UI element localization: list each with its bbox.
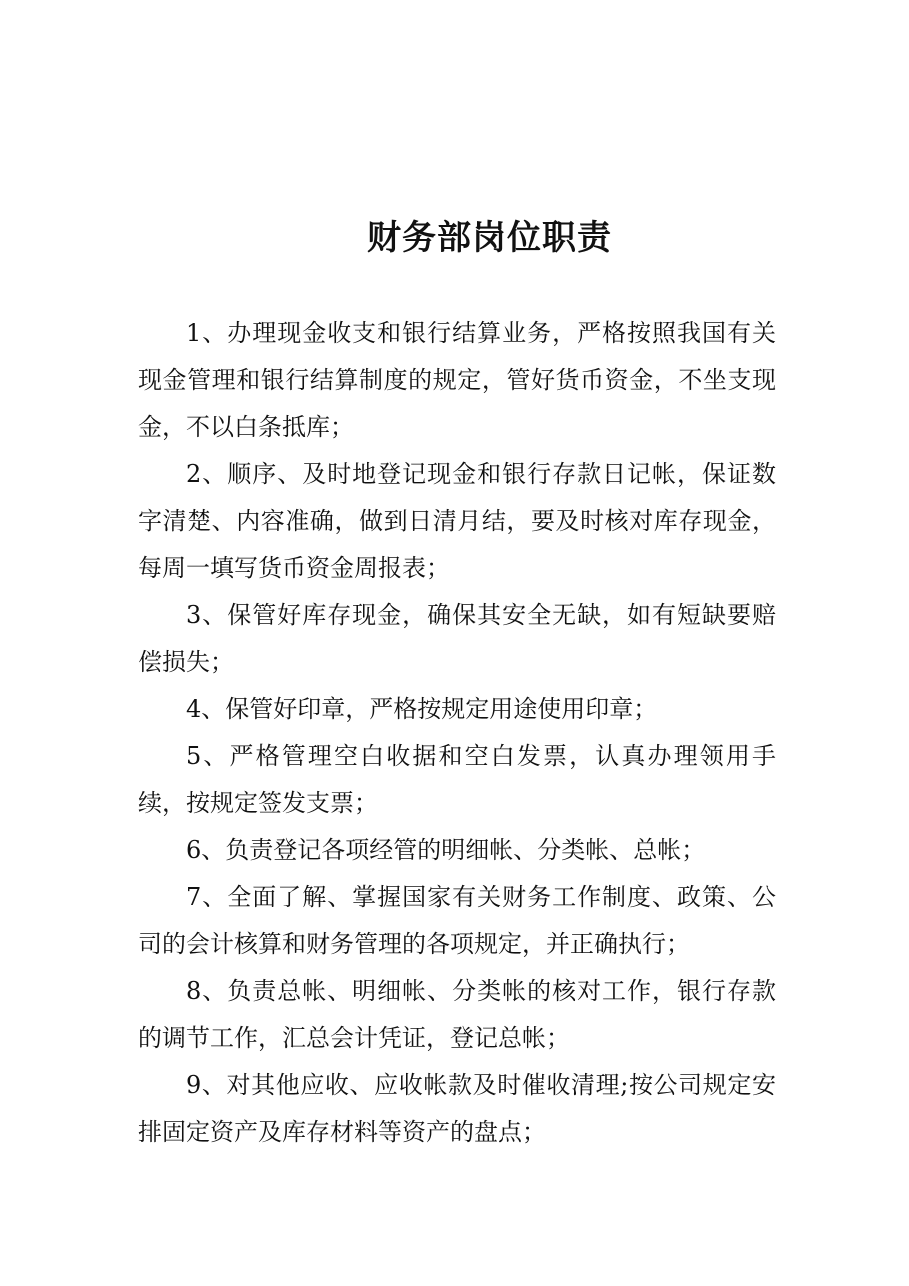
duty-item-2: 2、顺序、及时地登记现金和银行存款日记帐，保证数字清楚、内容准确，做到日清月结，要及时核对库存现金，每周一填写货币资金周报表； <box>138 460 776 582</box>
duty-item-5: 5、严格管理空白收据和空白发票，认真办理领用手续，按规定签发支票； <box>138 742 776 817</box>
document-body <box>138 310 776 1156</box>
duty-item-9: 9、对其他应收、应收帐款及时催收清理;按公司规定安排固定资产及库存材料等资产的盘点； <box>138 1071 776 1146</box>
duty-item-4: 4、保管好印章，严格按规定用途使用印章； <box>186 695 658 723</box>
duty-item-6: 6、负责登记各项经管的明细帐、分类帐、总帐； <box>186 836 706 864</box>
duty-item-7: 7、全面了解、掌握国家有关财务工作制度、政策、公司的会计核算和财务管理的各项规定，并正确执行； <box>138 883 776 958</box>
document-title: 财务部岗位职责 <box>367 218 612 258</box>
duty-item-1: 1、办理现金收支和银行结算业务，严格按照我国有关现金管理和银行结算制度的规定，管好货币资金，不坐支现金，不以白条抵库； <box>138 319 776 441</box>
duty-item-3: 3、保管好库存现金，确保其安全无缺，如有短缺要赔偿损失； <box>138 601 776 676</box>
duty-item-8: 8、负责总帐、明细帐、分类帐的核对工作，银行存款的调节工作，汇总会计凭证，登记总帐； <box>138 977 776 1052</box>
